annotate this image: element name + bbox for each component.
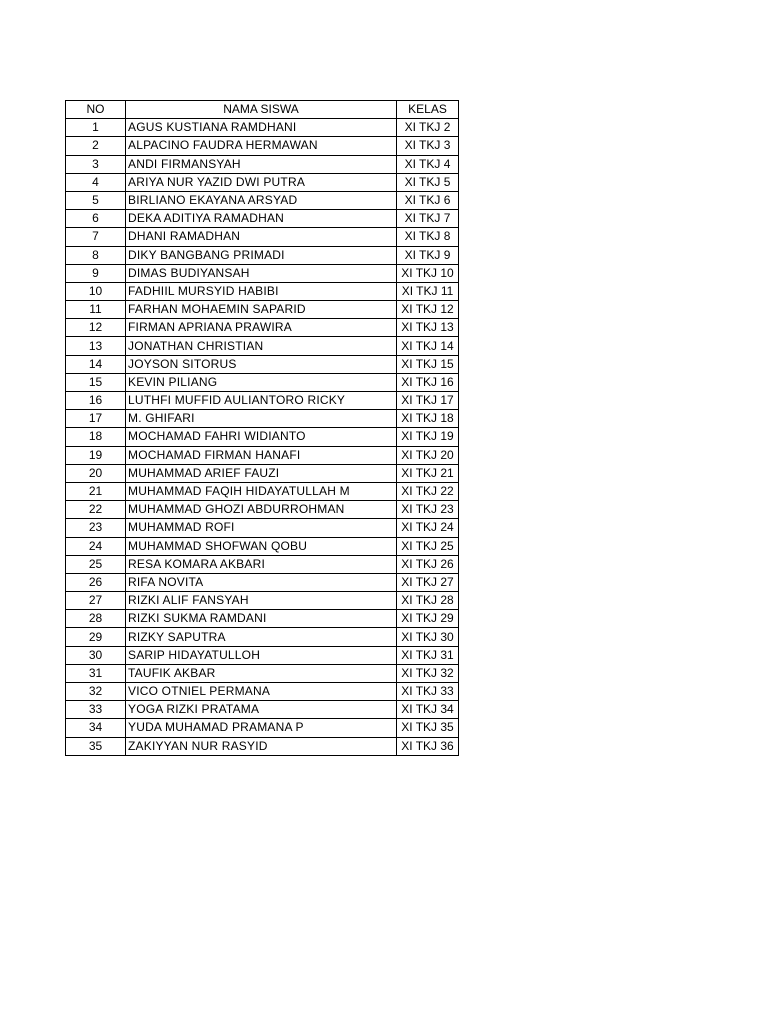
class-name: XI TKJ 8: [397, 228, 459, 246]
class-name: XI TKJ 16: [397, 373, 459, 391]
table-row: [66, 319, 459, 337]
student-name: DEKA ADITIYA RAMADHAN: [126, 210, 397, 228]
class-name: XI TKJ 4: [397, 155, 459, 173]
class-name: XI TKJ 24: [397, 519, 459, 537]
student-name: MUHAMMAD SHOFWAN QOBU: [126, 537, 397, 555]
student-name: KEVIN PILIANG: [126, 373, 397, 391]
student-name: RESA KOMARA AKBARI: [126, 555, 397, 573]
table-row: [66, 683, 459, 701]
table-row: [66, 246, 459, 264]
table-row: [66, 719, 459, 737]
student-name: FADHIIL MURSYID HABIBI: [126, 282, 397, 300]
student-name: DIMAS BUDIYANSAH: [126, 264, 397, 282]
student-name: ANDI FIRMANSYAH: [126, 155, 397, 173]
class-name: XI TKJ 30: [397, 628, 459, 646]
student-name: AGUS KUSTIANA RAMDHANI: [126, 119, 397, 137]
row-number: 21: [66, 482, 126, 500]
row-number: 8: [66, 246, 126, 264]
student-name: ARIYA NUR YAZID DWI PUTRA: [126, 173, 397, 191]
student-name: RIZKI ALIF FANSYAH: [126, 592, 397, 610]
table-row: [66, 191, 459, 209]
table-row: [66, 664, 459, 682]
class-name: XI TKJ 5: [397, 173, 459, 191]
student-name: ZAKIYYAN NUR RASYID: [126, 737, 397, 755]
row-number: 26: [66, 573, 126, 591]
student-name: MUHAMMAD ARIEF FAUZI: [126, 464, 397, 482]
row-number: 31: [66, 664, 126, 682]
row-number: 20: [66, 464, 126, 482]
row-number: 27: [66, 592, 126, 610]
table-row: [66, 301, 459, 319]
class-name: XI TKJ 27: [397, 573, 459, 591]
student-table: [65, 100, 459, 756]
table-row: [66, 155, 459, 173]
class-name: XI TKJ 26: [397, 555, 459, 573]
row-number: 18: [66, 428, 126, 446]
row-number: 34: [66, 719, 126, 737]
class-name: XI TKJ 2: [397, 119, 459, 137]
student-name: RIZKI SUKMA RAMDANI: [126, 610, 397, 628]
student-name: YOGA RIZKI PRATAMA: [126, 701, 397, 719]
table-row: [66, 628, 459, 646]
row-number: 23: [66, 519, 126, 537]
table-row: [66, 555, 459, 573]
student-name: MOCHAMAD FIRMAN HANAFI: [126, 446, 397, 464]
table-row: [66, 519, 459, 537]
class-name: XI TKJ 21: [397, 464, 459, 482]
class-name: XI TKJ 14: [397, 337, 459, 355]
row-number: 1: [66, 119, 126, 137]
table-row: [66, 355, 459, 373]
table-row: [66, 482, 459, 500]
table-body: [66, 119, 459, 756]
student-name: JOYSON SITORUS: [126, 355, 397, 373]
student-name: FIRMAN APRIANA PRAWIRA: [126, 319, 397, 337]
table-row: [66, 737, 459, 755]
class-name: XI TKJ 33: [397, 683, 459, 701]
row-number: 22: [66, 501, 126, 519]
class-name: XI TKJ 22: [397, 482, 459, 500]
table-row: [66, 137, 459, 155]
row-number: 3: [66, 155, 126, 173]
row-number: 12: [66, 319, 126, 337]
row-number: 28: [66, 610, 126, 628]
class-name: XI TKJ 15: [397, 355, 459, 373]
table-row: [66, 373, 459, 391]
table-row: [66, 592, 459, 610]
row-number: 10: [66, 282, 126, 300]
table-row: [66, 537, 459, 555]
class-name: XI TKJ 29: [397, 610, 459, 628]
class-name: XI TKJ 13: [397, 319, 459, 337]
table-row: [66, 282, 459, 300]
class-name: XI TKJ 18: [397, 410, 459, 428]
class-name: XI TKJ 17: [397, 392, 459, 410]
row-number: 30: [66, 646, 126, 664]
table-row: [66, 264, 459, 282]
class-name: XI TKJ 31: [397, 646, 459, 664]
table-row: [66, 446, 459, 464]
student-name: DIKY BANGBANG PRIMADI: [126, 246, 397, 264]
row-number: 29: [66, 628, 126, 646]
table-row: [66, 119, 459, 137]
class-name: XI TKJ 28: [397, 592, 459, 610]
student-name: FARHAN MOHAEMIN SAPARID: [126, 301, 397, 319]
row-number: 15: [66, 373, 126, 391]
class-name: XI TKJ 34: [397, 701, 459, 719]
student-name: M. GHIFARI: [126, 410, 397, 428]
class-name: XI TKJ 6: [397, 191, 459, 209]
student-name: SARIP HIDAYATULLOH: [126, 646, 397, 664]
row-number: 24: [66, 537, 126, 555]
row-number: 2: [66, 137, 126, 155]
student-name: RIZKY SAPUTRA: [126, 628, 397, 646]
row-number: 17: [66, 410, 126, 428]
student-name: RIFA NOVITA: [126, 573, 397, 591]
class-name: XI TKJ 19: [397, 428, 459, 446]
student-name: VICO OTNIEL PERMANA: [126, 683, 397, 701]
student-name: BIRLIANO EKAYANA ARSYAD: [126, 191, 397, 209]
class-name: XI TKJ 11: [397, 282, 459, 300]
class-name: XI TKJ 3: [397, 137, 459, 155]
table-row: [66, 210, 459, 228]
class-name: XI TKJ 20: [397, 446, 459, 464]
row-number: 19: [66, 446, 126, 464]
row-number: 14: [66, 355, 126, 373]
class-name: XI TKJ 32: [397, 664, 459, 682]
header-no: NO: [66, 101, 126, 119]
student-name: YUDA MUHAMAD PRAMANA P: [126, 719, 397, 737]
table-row: [66, 337, 459, 355]
class-name: XI TKJ 35: [397, 719, 459, 737]
student-name: DHANI RAMADHAN: [126, 228, 397, 246]
header-nama-siswa: NAMA SISWA: [126, 101, 397, 119]
class-name: XI TKJ 36: [397, 737, 459, 755]
table-row: [66, 646, 459, 664]
student-name: MUHAMMAD FAQIH HIDAYATULLAH M: [126, 482, 397, 500]
row-number: 4: [66, 173, 126, 191]
table-row: [66, 501, 459, 519]
row-number: 33: [66, 701, 126, 719]
row-number: 35: [66, 737, 126, 755]
student-name: JONATHAN CHRISTIAN: [126, 337, 397, 355]
class-name: XI TKJ 9: [397, 246, 459, 264]
row-number: 16: [66, 392, 126, 410]
row-number: 25: [66, 555, 126, 573]
row-number: 32: [66, 683, 126, 701]
class-name: XI TKJ 23: [397, 501, 459, 519]
table-row: [66, 573, 459, 591]
table-row: [66, 464, 459, 482]
student-name: ALPACINO FAUDRA HERMAWAN: [126, 137, 397, 155]
table-row: [66, 428, 459, 446]
class-name: XI TKJ 25: [397, 537, 459, 555]
table-row: [66, 173, 459, 191]
class-name: XI TKJ 12: [397, 301, 459, 319]
table-header-row: [66, 101, 459, 119]
table-row: [66, 228, 459, 246]
row-number: 6: [66, 210, 126, 228]
student-name: MOCHAMAD FAHRI WIDIANTO: [126, 428, 397, 446]
row-number: 7: [66, 228, 126, 246]
class-name: XI TKJ 10: [397, 264, 459, 282]
table-row: [66, 701, 459, 719]
row-number: 5: [66, 191, 126, 209]
header-kelas: KELAS: [397, 101, 459, 119]
student-name: TAUFIK AKBAR: [126, 664, 397, 682]
class-name: XI TKJ 7: [397, 210, 459, 228]
table-row: [66, 392, 459, 410]
student-name: MUHAMMAD GHOZI ABDURROHMAN: [126, 501, 397, 519]
student-name: MUHAMMAD ROFI: [126, 519, 397, 537]
student-name: LUTHFI MUFFID AULIANTORO RICKY: [126, 392, 397, 410]
row-number: 13: [66, 337, 126, 355]
row-number: 9: [66, 264, 126, 282]
row-number: 11: [66, 301, 126, 319]
table-row: [66, 410, 459, 428]
table-row: [66, 610, 459, 628]
